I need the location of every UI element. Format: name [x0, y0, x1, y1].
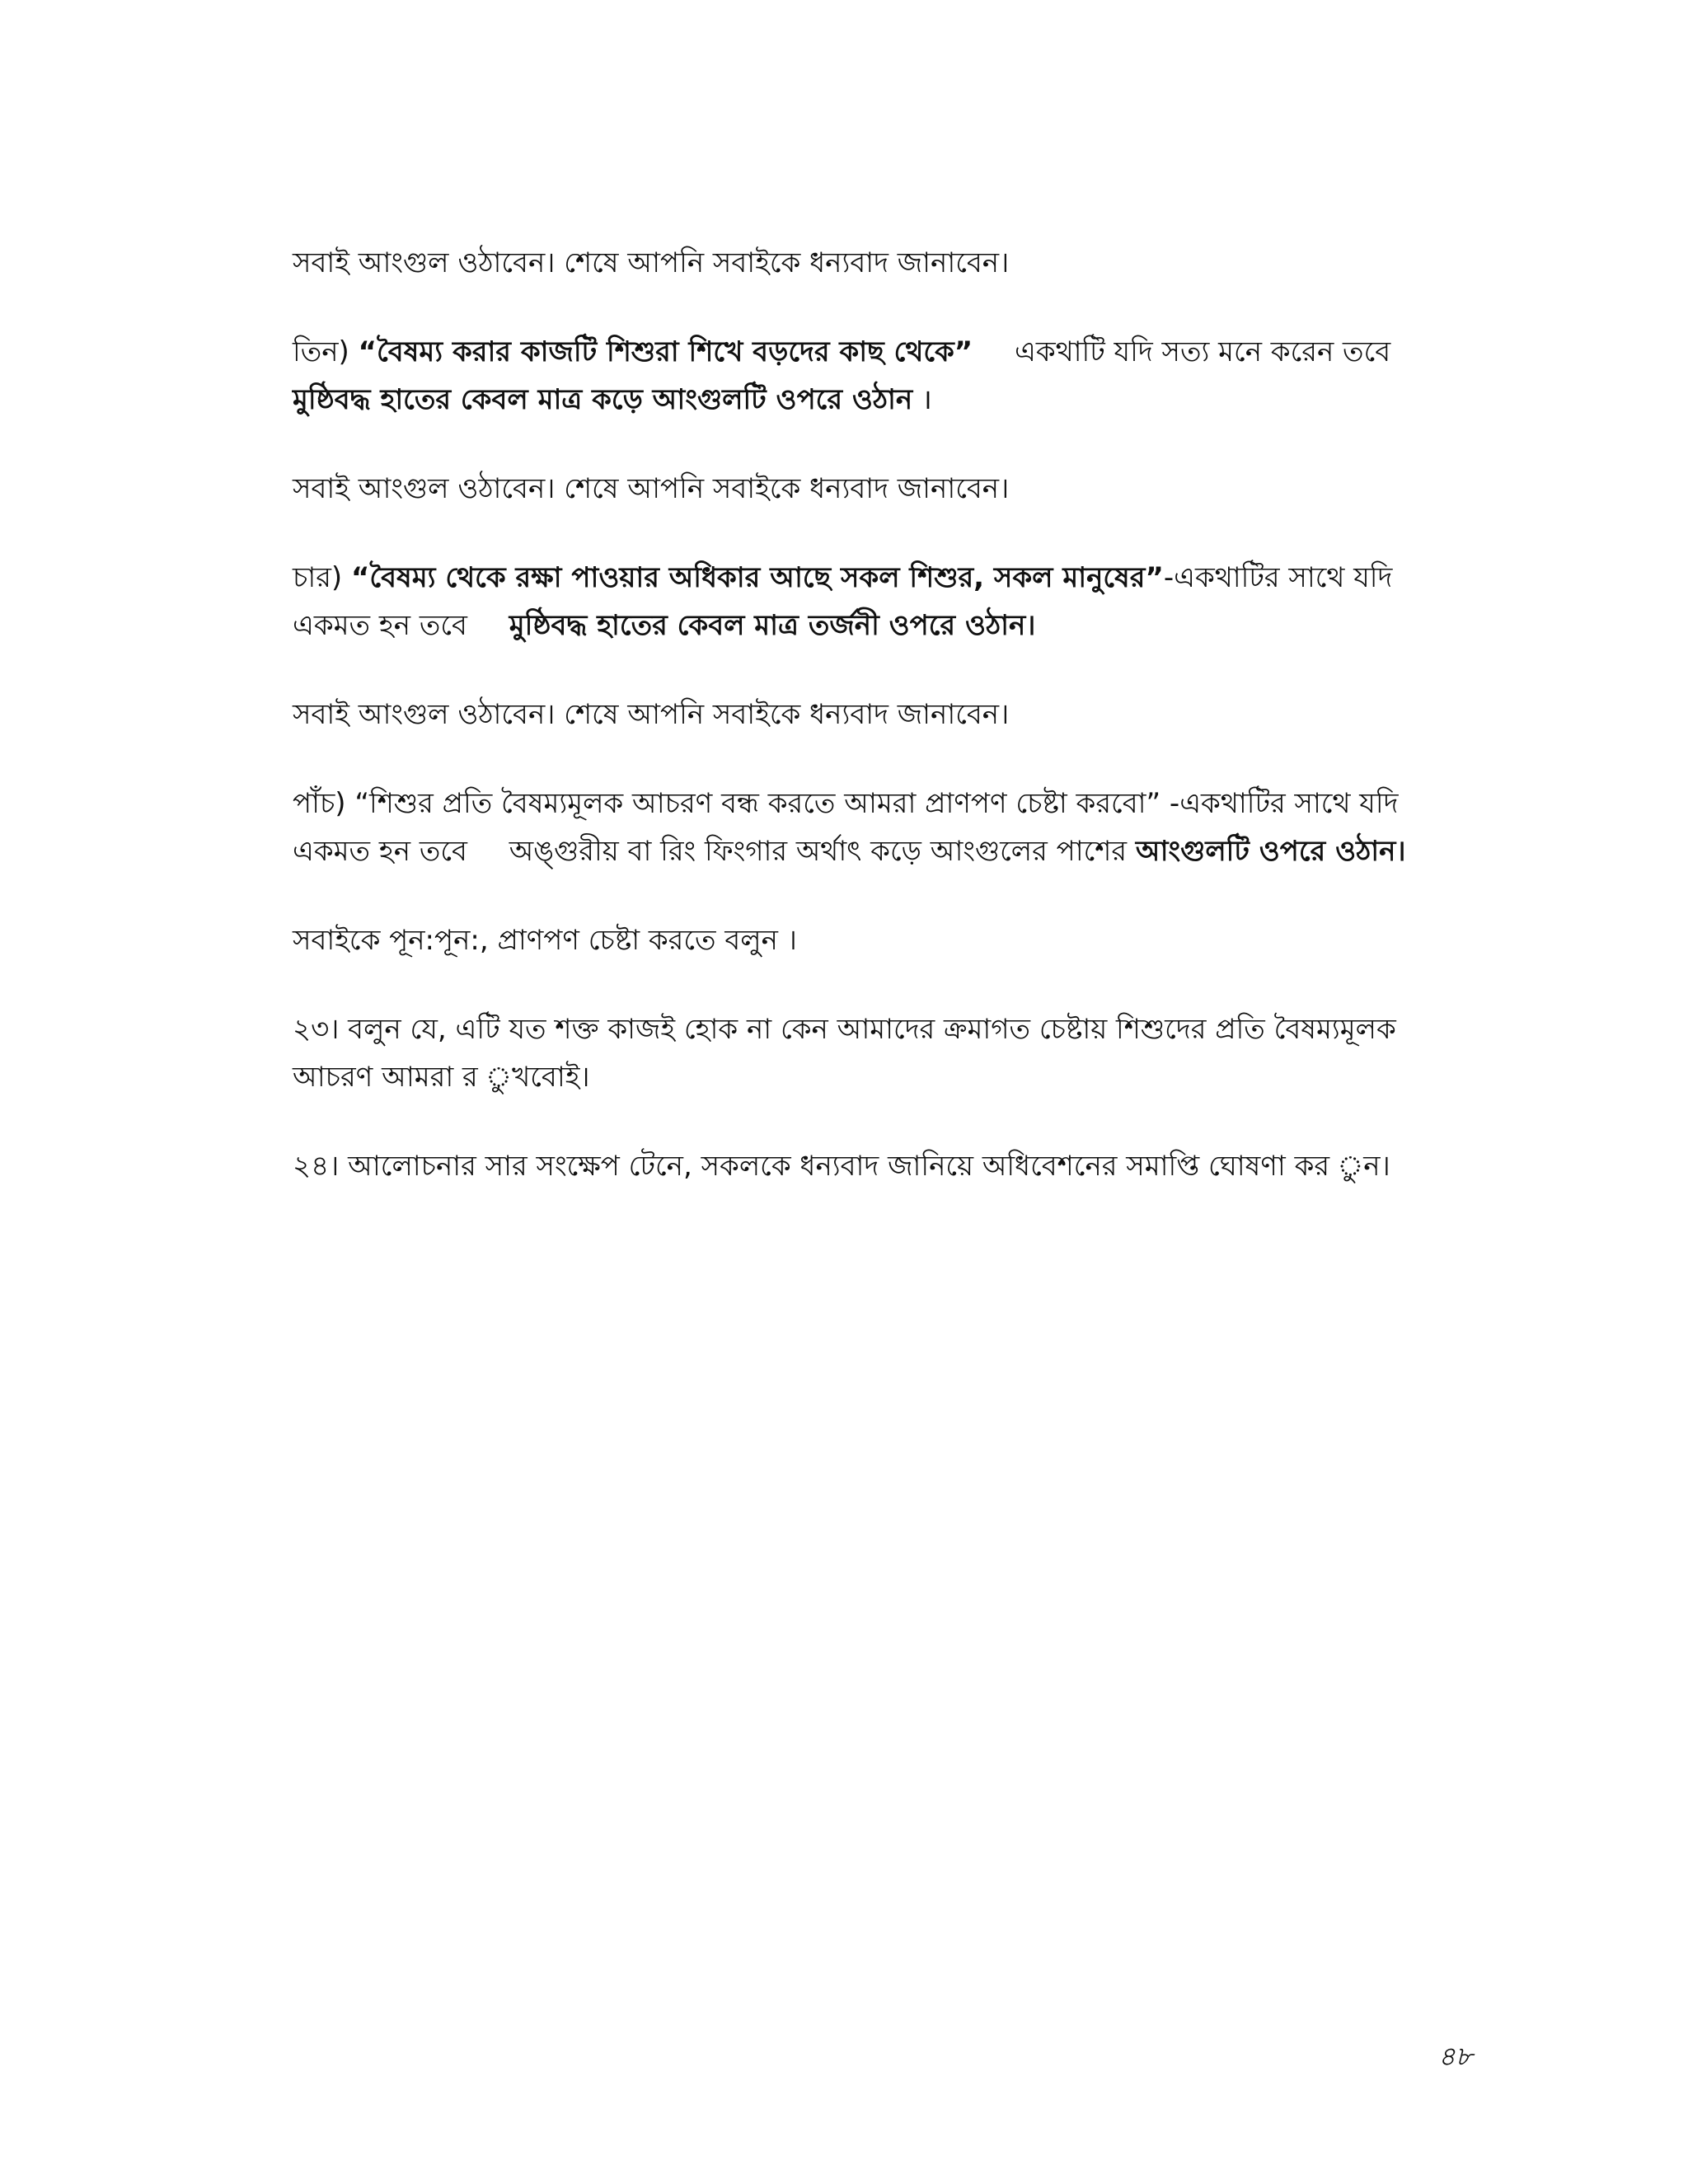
paragraph-7 [293, 916, 1463, 964]
item-label: পাঁচ) [293, 787, 346, 820]
quoted-statement: “বৈষম্য করার কাজটি শিশুরা শিখে বড়দের কাছ থেকে” [358, 335, 973, 368]
paragraph-3 [293, 465, 1463, 513]
paragraph-text: সবাই আংগুল ওঠাবেন। শেষে আপনি সবাইকে ধন্যবাদ জানাবেন। [293, 698, 1010, 731]
paragraph-1 [293, 239, 1463, 287]
item-label: তিন) [293, 335, 349, 368]
paragraph-text: সবাই আংগুল ওঠাবেন। শেষে আপনি সবাইকে ধন্যবাদ জানাবেন। [293, 472, 1010, 505]
item-label: চার) [293, 561, 343, 594]
paragraph-tail: । [912, 383, 932, 416]
paragraph-text: -একথাটির সাথে যদি একমত হন তবে [293, 561, 1393, 642]
document-body [293, 239, 1463, 1231]
paragraph-4 [293, 554, 1463, 649]
paragraph-text: একথাটি যদি সত্য মনে করেন তবে [1014, 335, 1391, 368]
paragraph-6 [293, 780, 1463, 875]
instruction-bold: মুষ্ঠিবদ্ধ হাতের কেবল মাত্র তর্জনী ওপরে ওঠান। [509, 609, 1036, 642]
paragraph-text-2: অঙ্গুরীয় বা রিং ফিংগার অর্থাৎ কড়ে আংগুলের পাশের [509, 835, 1128, 868]
quoted-statement: “শিশুর প্রতি বৈষম্যমূলক আচরণ বন্ধ করতে আমরা প্রাণপণ চেষ্টা করবো” [354, 787, 1161, 820]
paragraph-text: ২৪। আলোচনার সার সংক্ষেপ টেনে, সকলকে ধন্যবাদ জানিয়ে অধিবেশনের সমাপ্তি ঘোষণা কর ুন। [293, 1150, 1390, 1183]
paragraph-8 [293, 1005, 1463, 1101]
paragraph-text: -একথাটির সাথে যদি একমত হন তবে [293, 787, 1399, 868]
instruction-bold: আংগুলটি ওপরে ওঠান। [1135, 835, 1406, 868]
instruction-bold: মুষ্ঠিবদ্ধ হাতের কেবল মাত্র কড়ে আংগুলটি ওপরে ওঠান [293, 383, 913, 416]
paragraph-5 [293, 691, 1463, 738]
page-number: ৪৮ [1438, 2041, 1473, 2072]
paragraph-text: সবাইকে পূন:পূন:, প্রাণপণ চেষ্টা করতে বলুন । [293, 924, 797, 957]
paragraph-text: ২৩। বলুন যে, এটি যত শক্ত কাজই হোক না কেন আমাদের ক্রমাগত চেষ্টায় শিশুদের প্রতি বৈষম্যমূলক আচরণ আমরা র ুখবোই। [293, 1013, 1396, 1094]
paragraph-text: সবাই আংগুল ওঠাবেন। শেষে আপনি সবাইকে ধন্যবাদ জানাবেন। [293, 246, 1010, 279]
paragraph-9 [293, 1142, 1463, 1190]
quoted-statement: “বৈষম্য থেকে রক্ষা পাওয়ার অধিকার আছে সকল শিশুর, সকল মানুষের” [351, 561, 1164, 594]
paragraph-2 [293, 328, 1463, 424]
